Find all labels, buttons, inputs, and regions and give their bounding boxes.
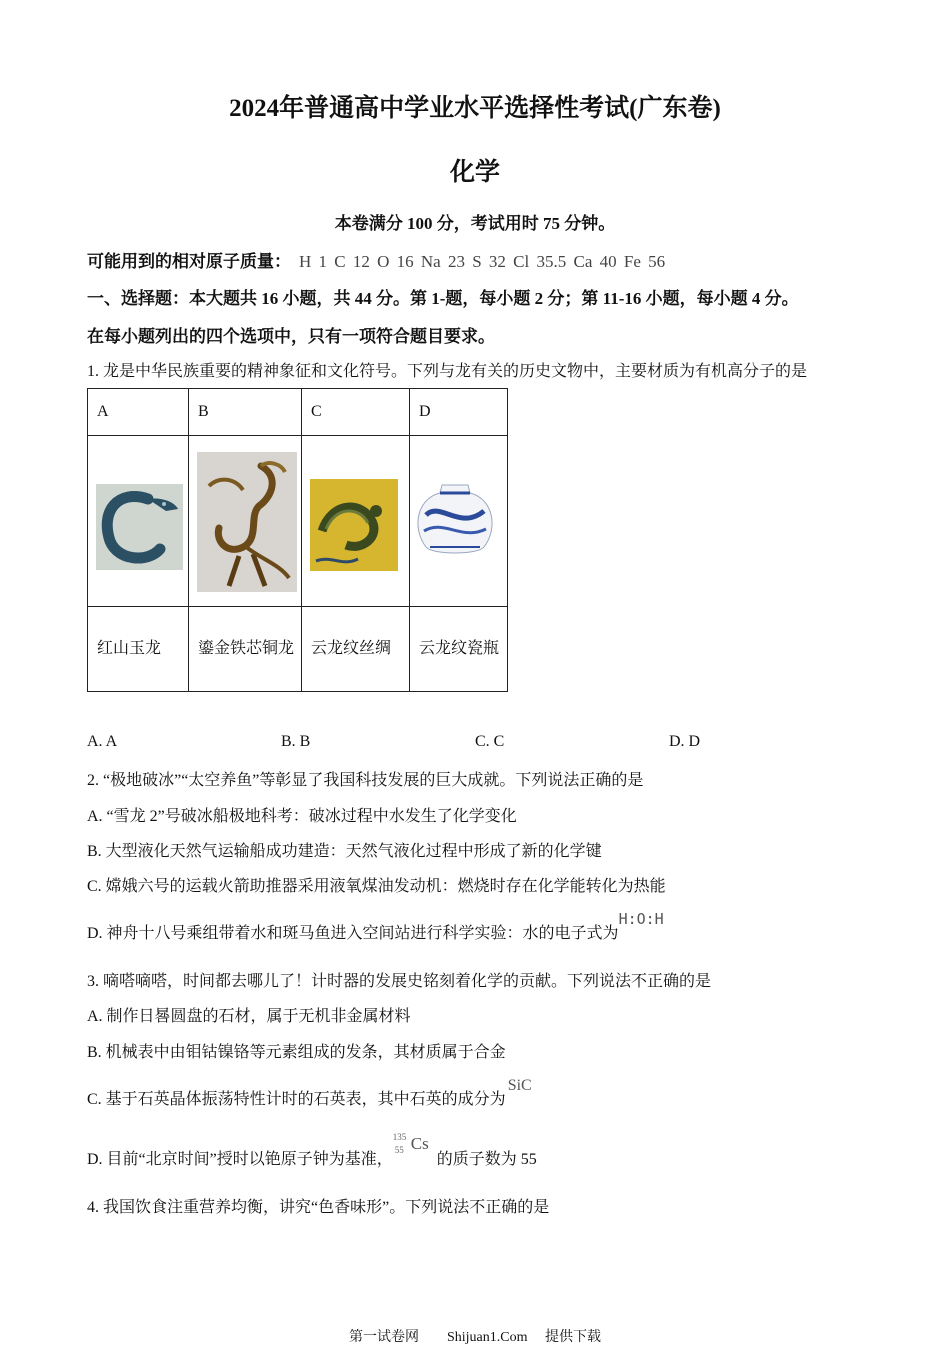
q2-option-d-text: D. 神舟十八号乘组带着水和斑马鱼进入空间站进行科学实验：水的电子式为 xyxy=(87,925,619,942)
q3-option-c[interactable] xyxy=(87,1077,532,1109)
q1-label-d: 云龙纹瓷瓶 xyxy=(410,607,508,692)
exam-meta: 本卷满分 100 分，考试用时 75 分钟。 xyxy=(334,214,616,233)
q1-label-b: 鎏金铁芯铜龙 xyxy=(189,607,302,692)
atomic-masses xyxy=(87,247,665,272)
section-heading-line2: 在每小题列出的四个选项中，只有一项符合题目要求。 xyxy=(87,327,495,346)
q1-header-b: B xyxy=(189,389,302,436)
q1-image-cell-a xyxy=(88,436,189,607)
water-electron-formula: H:O:H xyxy=(618,910,664,928)
gilt-bronze-dragon-image xyxy=(189,446,301,596)
atomic-masses-label: 可能用到的相对原子质量： xyxy=(87,252,291,271)
q1-label-c: 云龙纹丝绸 xyxy=(302,607,410,692)
q2-option-a[interactable]: A. “雪龙 2”号破冰船极地科考：破冰过程中水发生了化学变化 xyxy=(87,808,517,825)
q1-header-c: C xyxy=(302,389,410,436)
q1-image-cell-c xyxy=(302,436,410,607)
q3-stem: 3. 嘀嗒嘀嗒，时间都去哪儿了！计时器的发展史铭刻着化学的贡献。下列说法不正确的是 xyxy=(87,973,712,990)
q1-label-a: 红山玉龙 xyxy=(88,607,189,692)
cesium-mass-number: 135 xyxy=(392,1132,407,1142)
q2-stem: 2. “极地破冰”“太空养鱼”等彰显了我国科技发展的巨大成就。下列说法正确的是 xyxy=(87,772,644,789)
silk-dragon-image xyxy=(302,471,402,571)
q1-option-a[interactable]: A. A xyxy=(87,733,118,750)
q1-option-c[interactable]: C. C xyxy=(475,733,505,750)
q3-option-b[interactable]: B. 机械表中由钼钴镍铬等元素组成的发条，其材质属于合金 xyxy=(87,1044,506,1061)
q1-stem: 1. 龙是中华民族重要的精神象征和文化符号。下列与龙有关的历史文物中，主要材质为有机高分子的是 xyxy=(87,363,808,380)
porcelain-vase-image xyxy=(410,471,500,571)
q3-option-d[interactable] xyxy=(87,1132,537,1169)
subject-title: 化学 xyxy=(449,159,500,186)
cesium-isotope xyxy=(392,1132,437,1166)
q1-option-b[interactable]: B. B xyxy=(281,733,311,750)
q1-image-cell-d xyxy=(410,436,508,607)
q2-option-c[interactable]: C. 嫦娥六号的运载火箭助推器采用液氧煤油发动机：燃烧时存在化学能转化为热能 xyxy=(87,878,666,895)
q1-image-cell-b xyxy=(189,436,302,607)
page-title: 2024年普通高中学业水平选择性考试(广东卷) xyxy=(229,95,721,122)
quartz-formula: SiC xyxy=(507,1077,532,1094)
q1-header-d: D xyxy=(410,389,508,436)
q2-option-b[interactable]: B. 大型液化天然气运输船成功建造：天然气液化过程中形成了新的化学键 xyxy=(87,843,602,860)
q3-option-d-text-post: 的质子数为 55 xyxy=(436,1151,537,1168)
q1-options-table xyxy=(87,388,508,692)
q4-stem: 4. 我国饮食注重营养均衡，讲究“色香味形”。下列说法不正确的是 xyxy=(87,1199,550,1216)
q2-option-d[interactable] xyxy=(87,910,664,943)
q1-header-a: A xyxy=(88,389,189,436)
q3-option-d-text-pre: D. 目前“北京时间”授时以铯原子钟为基准， xyxy=(87,1151,393,1168)
q3-option-c-text: C. 基于石英晶体振荡特性计时的石英表，其中石英的成分为 xyxy=(87,1091,506,1108)
q3-option-a[interactable]: A. 制作日晷圆盘的石材，属于无机非金属材料 xyxy=(87,1008,411,1025)
q1-option-d[interactable]: D. D xyxy=(669,733,701,750)
page-footer: 第一试卷网 Shijuan1.Com 提供下载 xyxy=(348,1330,601,1345)
jade-dragon-image xyxy=(88,471,188,571)
atomic-masses-values: H 1 C 12 O 16 Na 23 S 32 Cl 35.5 Ca 40 Fe 56 xyxy=(299,252,666,271)
cesium-atomic-number: 55 xyxy=(394,1145,404,1155)
cesium-symbol: Cs xyxy=(410,1134,429,1153)
section-heading-line1: 一、选择题：本大题共 16 小题，共 44 分。第 1-题，每小题 2 分；第 11-16 小题，每小题 4 分。 xyxy=(87,289,799,308)
